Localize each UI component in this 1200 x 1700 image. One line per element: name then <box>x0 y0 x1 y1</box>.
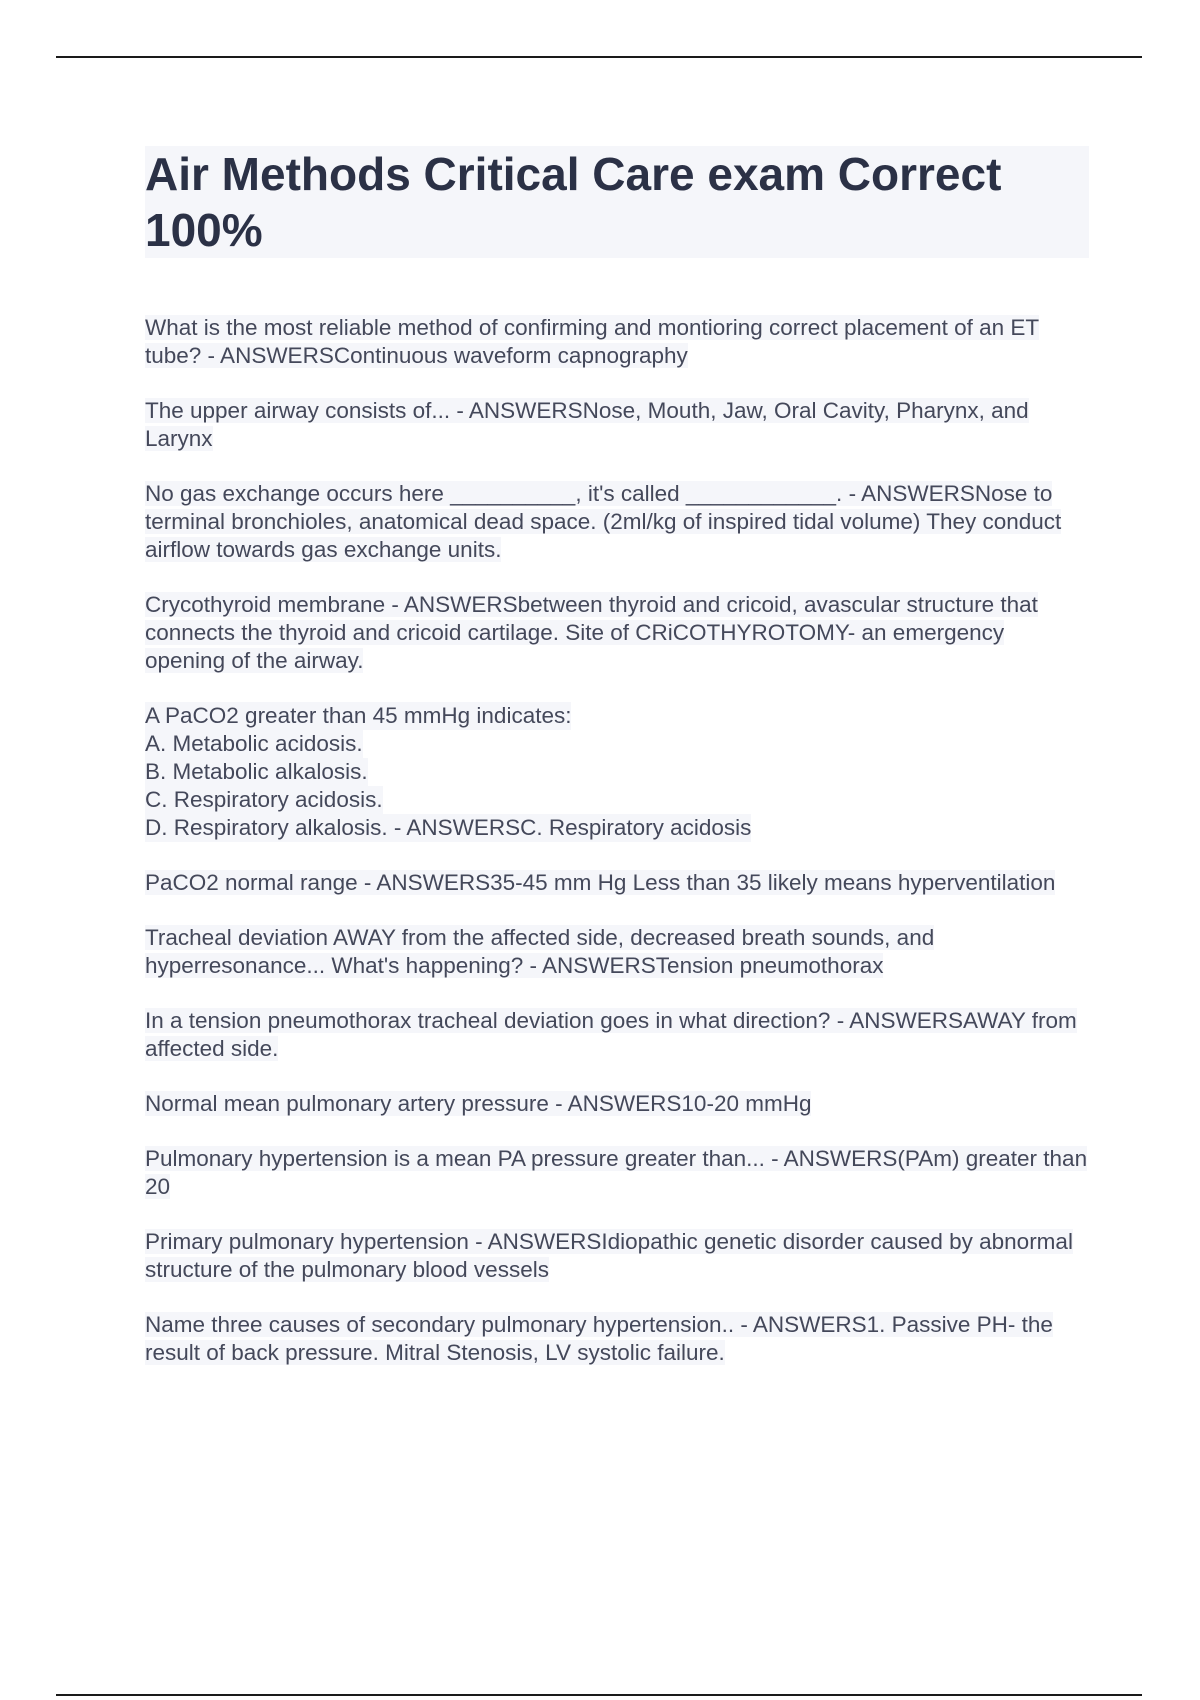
mcq-option-b: B. Metabolic alkalosis. <box>145 759 368 784</box>
qa-item: In a tension pneumothorax tracheal deviation goes in what direction? - ANSWERSAWAY from affected side. <box>145 1008 1077 1061</box>
qa-item: Name three causes of secondary pulmonary hypertension.. - ANSWERS1. Passive PH- the result of back pressure. Mitral Stenosis, LV systolic failure. <box>145 1312 1053 1365</box>
qa-item: Pulmonary hypertension is a mean PA pressure greater than... - ANSWERS(PAm) greater than 20 <box>145 1146 1088 1199</box>
qa-item: Normal mean pulmonary artery pressure - ANSWERS10-20 mmHg <box>145 1091 812 1116</box>
mcq-option-a: A. Metabolic acidosis. <box>145 731 363 756</box>
qa-item: What is the most reliable method of confirming and montioring correct placement of an ET tube? - ANSWERSContinuous waveform capnography <box>145 315 1040 368</box>
qa-item: No gas exchange occurs here __________, it's called ____________. - ANSWERSNose to terminal bronchioles, anatomical dead space. (2ml/kg of inspired tidal volume) They conduct airflow towards gas exchange units. <box>145 481 1062 562</box>
qa-item: PaCO2 normal range - ANSWERS35-45 mm Hg Less than 35 likely means hyperventilation <box>145 870 1056 895</box>
qa-item: Tracheal deviation AWAY from the affected side, decreased breath sounds, and hyperresonance... What's happening? - ANSWERSTension pneumothorax <box>145 925 935 978</box>
document-body <box>145 146 1089 1394</box>
qa-item: The upper airway consists of... - ANSWERSNose, Mouth, Jaw, Oral Cavity, Pharynx, and Larynx <box>145 398 1029 451</box>
qa-item-mcq <box>145 702 1089 842</box>
mcq-stem: A PaCO2 greater than 45 mmHg indicates: <box>145 703 572 728</box>
top-rule <box>56 56 1142 58</box>
mcq-option-d: D. Respiratory alkalosis. - ANSWERSC. Respiratory acidosis <box>145 815 752 840</box>
bottom-rule <box>56 1694 1142 1696</box>
document-title: Air Methods Critical Care exam Correct 100% <box>145 146 1089 258</box>
qa-item: Primary pulmonary hypertension - ANSWERSIdiopathic genetic disorder caused by abnormal structure of the pulmonary blood vessels <box>145 1229 1073 1282</box>
mcq-option-c: C. Respiratory acidosis. <box>145 787 383 812</box>
qa-item: Crycothyroid membrane - ANSWERSbetween thyroid and cricoid, avascular structure that connects the thyroid and cricoid cartilage. Site of CRiCOTHYROTOMY- an emergency opening of the airway. <box>145 592 1038 673</box>
